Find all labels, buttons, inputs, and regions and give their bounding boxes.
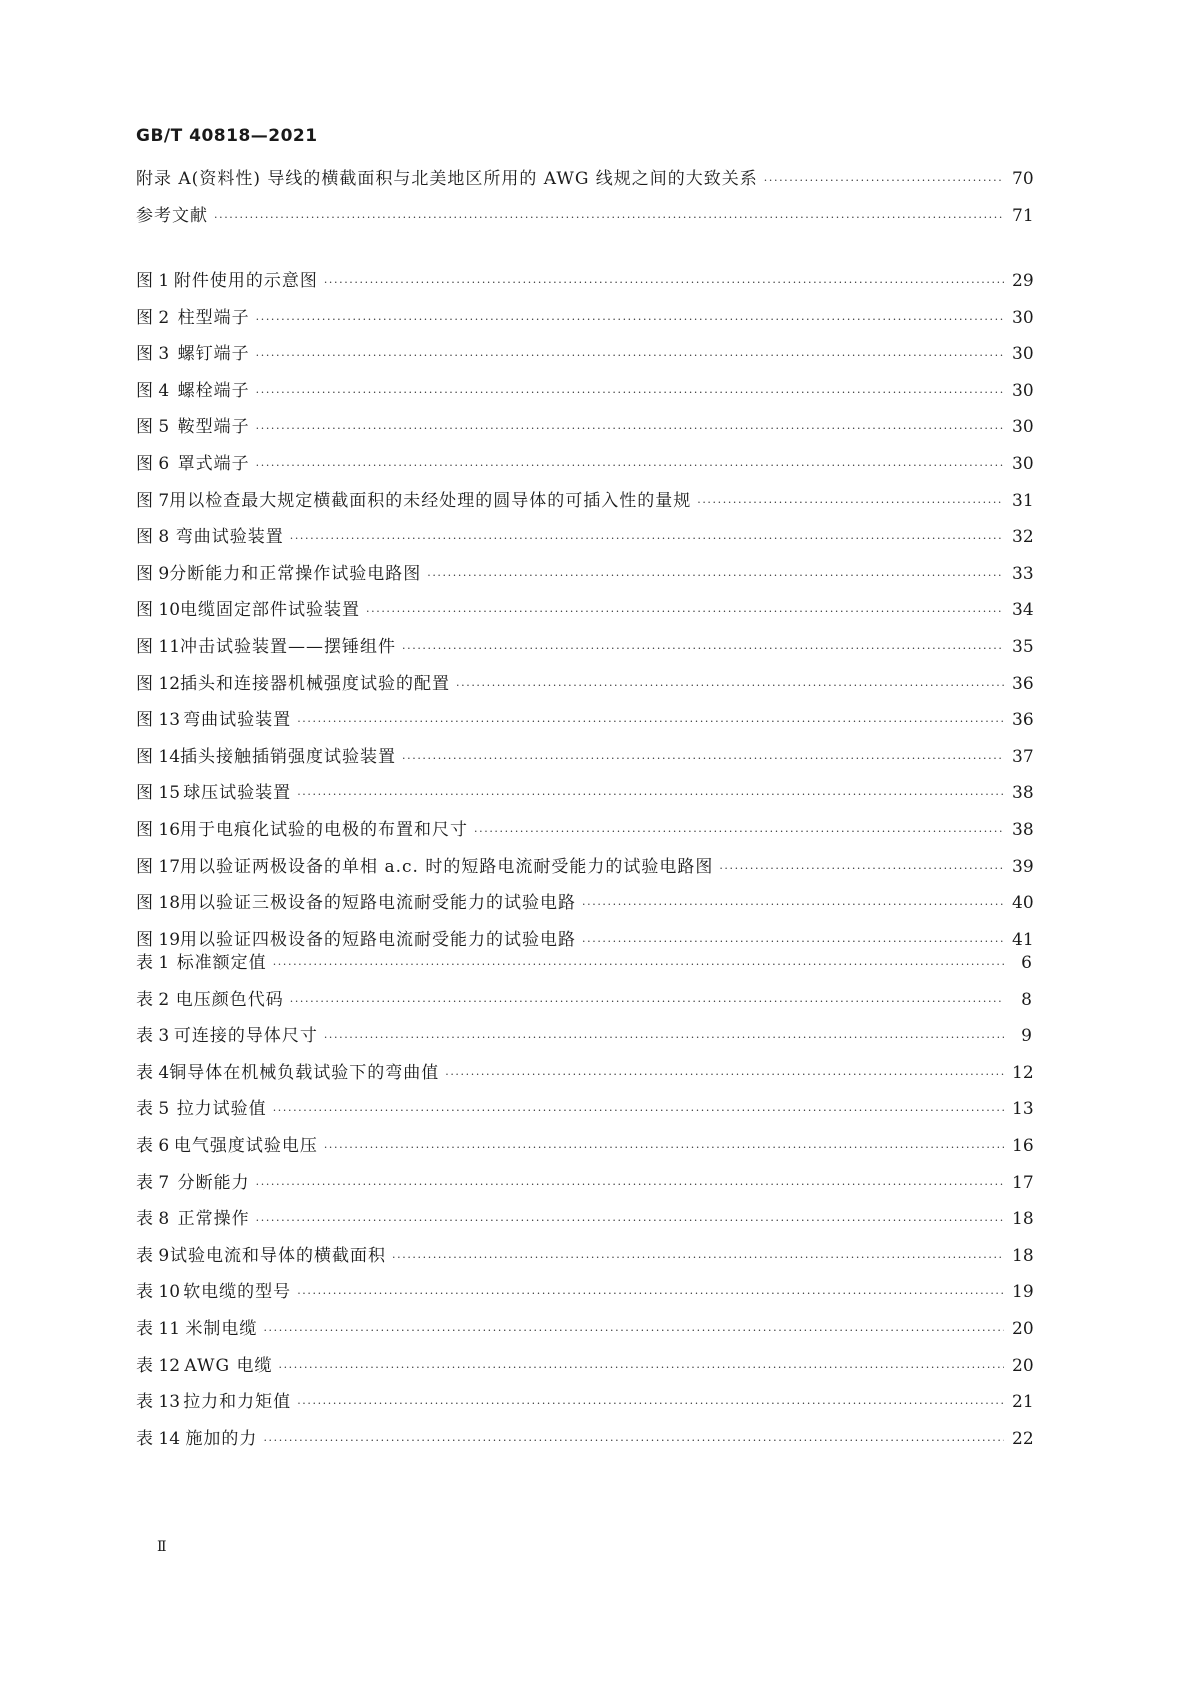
dot-leader: [297, 1397, 1004, 1410]
dot-leader: [214, 211, 1004, 224]
toc-entry-title: 电缆固定部件试验装置: [180, 600, 361, 621]
toc-entry-table[interactable]: [136, 985, 1032, 1022]
toc-entry-title: 球压试验装置: [183, 783, 292, 804]
dot-leader: [366, 605, 1004, 618]
toc-entry-figure[interactable]: [136, 486, 1032, 523]
toc-entry-figure[interactable]: [136, 632, 1032, 669]
toc-entry-title: 附录 A(资料性) 导线的横截面积与北美地区所用的 AWG 线规之间的大致关系: [136, 169, 758, 189]
toc-entry-figure[interactable]: [136, 522, 1032, 559]
toc-entry-figure[interactable]: [136, 778, 1032, 815]
toc-entry-page: 20: [1012, 1318, 1034, 1339]
toc-entry-page: 31: [1012, 490, 1034, 511]
toc-entry-label: 图 15: [136, 783, 181, 804]
toc-entry-label: 表 4: [136, 1062, 170, 1083]
toc-entry-title: 拉力和力矩值: [183, 1392, 292, 1413]
toc-entry-label: 图 4: [136, 380, 170, 401]
toc-entry-label: 图 5: [136, 417, 170, 438]
toc-entry-title: 电气强度试验电压: [173, 1135, 318, 1156]
toc-entry-page: 13: [1012, 1099, 1034, 1120]
toc-entry-page: 20: [1012, 1355, 1034, 1376]
toc-entry-label: 图 11: [136, 636, 181, 657]
toc-entry-title: AWG 电缆: [184, 1355, 273, 1376]
toc-entry-label: 表 11: [136, 1318, 181, 1339]
toc-entry-table[interactable]: [136, 1314, 1032, 1351]
toc-entry-page: 30: [1012, 417, 1034, 438]
dot-leader: [297, 788, 1004, 801]
toc-entry-page: 33: [1012, 563, 1034, 584]
toc-entry-table[interactable]: [136, 1387, 1032, 1424]
toc-entry-title: 米制电缆: [185, 1318, 258, 1339]
toc-entry-page: 70: [1012, 169, 1034, 189]
toc-entry-label: 图 2: [136, 307, 170, 328]
toc-entry-page: 38: [1012, 819, 1034, 840]
toc-entry-label: 图 19: [136, 929, 181, 950]
toc-entry-label: 表 10: [136, 1282, 181, 1303]
toc-entry-page: 6: [1021, 953, 1032, 973]
toc-entry-label: 表 14: [136, 1428, 181, 1449]
toc-entry-title: 拉力试验值: [176, 1099, 267, 1120]
dot-leader: [445, 1068, 1004, 1081]
toc-entry-title: 分断能力: [177, 1172, 250, 1193]
toc-entry-page: 16: [1012, 1135, 1034, 1156]
toc-entry-title: 电压颜色代码: [175, 989, 284, 1010]
toc-entry-page: 30: [1012, 380, 1034, 401]
toc-entry-figure[interactable]: [136, 412, 1032, 449]
toc-entry-title: 用以验证四极设备的短路电流耐受能力的试验电路: [180, 929, 577, 950]
dot-leader: [324, 1141, 1004, 1154]
dot-leader: [290, 532, 1004, 545]
toc-entry-label: 图 17: [136, 856, 181, 877]
toc-entry-title: 试验电流和导体的横截面积: [170, 1245, 387, 1266]
toc-entry-table[interactable]: [136, 1204, 1032, 1241]
toc-entry-page: 21: [1012, 1392, 1034, 1413]
toc-entry-figure[interactable]: [136, 705, 1032, 742]
toc-entry-page: 12: [1012, 1062, 1034, 1083]
toc-entry-figure[interactable]: [136, 815, 1032, 852]
toc-entry-title: 冲击试验装置——摆锤组件: [180, 636, 397, 657]
toc-entry-page: 19: [1012, 1282, 1034, 1303]
toc-entry-page: 38: [1012, 783, 1034, 804]
dot-leader: [256, 422, 1004, 435]
toc-entry-label: 图 3: [136, 344, 170, 365]
toc-entry-figure[interactable]: [136, 339, 1032, 376]
toc-entry-label: 表 3: [136, 1026, 170, 1047]
toc-entry-table[interactable]: [136, 1241, 1032, 1278]
toc-entry-label: 表 9: [136, 1245, 170, 1266]
dot-leader: [582, 898, 1004, 911]
toc-entry-page: 29: [1012, 271, 1034, 291]
dot-leader: [719, 862, 1004, 875]
toc-entry-table[interactable]: [136, 1131, 1032, 1168]
toc-entry-table[interactable]: [136, 1351, 1032, 1388]
toc-entry-title: 铜导体在机械负载试验下的弯曲值: [169, 1062, 440, 1083]
toc-entry-page: 30: [1012, 453, 1034, 474]
toc-entry-table[interactable]: [136, 1021, 1032, 1058]
toc-entry-label: 表 13: [136, 1392, 181, 1413]
toc-entry-label: 图 13: [136, 710, 181, 731]
toc-entry-label: 图 18: [136, 893, 181, 914]
toc-entry-figure[interactable]: [136, 266, 1032, 303]
toc-entry-figure[interactable]: [136, 595, 1032, 632]
dot-leader: [256, 386, 1004, 399]
dot-leader: [402, 642, 1004, 655]
toc-entry-title: 用以验证两极设备的单相 a.c. 时的短路电流耐受能力的试验电路图: [180, 856, 714, 877]
toc-entry-title: 螺钉端子: [177, 344, 250, 365]
dot-leader: [290, 995, 1004, 1008]
dot-leader: [427, 569, 1004, 582]
toc-entry-page: 34: [1012, 600, 1034, 621]
toc-entry-page: 9: [1021, 1026, 1032, 1047]
toc-entry-label: 图 14: [136, 746, 181, 767]
toc-entry-title: 弯曲试验装置: [175, 527, 284, 548]
toc-entry-label: 表 8: [136, 1209, 170, 1230]
toc-entry-page: 18: [1012, 1245, 1034, 1266]
toc-entry-title: 柱型端子: [177, 307, 250, 328]
toc-entry-label: 表 12: [136, 1355, 181, 1376]
dot-leader: [582, 935, 1004, 948]
footer-page-number: Ⅱ: [157, 1539, 167, 1555]
toc-entry-title: 用以检查最大规定横截面积的未经处理的圆导体的可插入性的量规: [169, 490, 692, 511]
dot-leader: [392, 1251, 1004, 1264]
dot-leader: [456, 679, 1004, 692]
toc-entry[interactable]: [136, 201, 1032, 238]
toc-entry-label: 图 9: [136, 563, 170, 584]
toc-entry-page: 41: [1012, 929, 1034, 950]
toc-entry-figure[interactable]: [136, 559, 1032, 596]
dot-leader: [474, 825, 1004, 838]
toc-entry-title: 参考文献: [136, 205, 208, 226]
toc-entry-page: 36: [1012, 710, 1034, 731]
toc-entry-figure[interactable]: [136, 376, 1032, 413]
dot-leader: [764, 174, 1004, 187]
dot-leader: [324, 1031, 1004, 1044]
toc-entry-label: 表 7: [136, 1172, 170, 1193]
toc-entry-title: 附件使用的示意图: [173, 271, 318, 291]
toc-entry-title: 插头接触插销强度试验装置: [180, 746, 397, 767]
toc-entry-page: 8: [1021, 989, 1032, 1010]
toc-entry-label: 表 1: [136, 953, 170, 973]
toc-entry-page: 32: [1012, 527, 1034, 548]
dot-leader: [324, 276, 1004, 289]
toc-entry-title: 插头和连接器机械强度试验的配置: [180, 673, 451, 694]
dot-leader: [273, 958, 1004, 971]
toc-entry-page: 22: [1012, 1428, 1034, 1449]
dot-leader: [402, 752, 1004, 765]
toc-entry-label: 图 7: [136, 490, 170, 511]
dot-leader: [297, 1287, 1004, 1300]
toc-entry-label: 图 8: [136, 527, 170, 548]
dot-leader: [256, 459, 1004, 472]
dot-leader: [278, 1361, 1004, 1374]
toc-appendix-section: [136, 164, 1032, 237]
toc-entry-table[interactable]: [136, 948, 1032, 985]
toc-entry-table[interactable]: [136, 1058, 1032, 1095]
dot-leader: [273, 1104, 1004, 1117]
toc-entry-page: 40: [1012, 893, 1034, 914]
toc-entry-page: 30: [1012, 344, 1034, 365]
toc-entry-title: 软电缆的型号: [183, 1282, 292, 1303]
toc-entry-page: 71: [1012, 205, 1034, 226]
toc-tables-section: [136, 948, 1032, 1460]
toc-entry-page: 17: [1012, 1172, 1034, 1193]
toc-entry-figure[interactable]: [136, 669, 1032, 706]
toc-entry-label: 表 6: [136, 1135, 170, 1156]
dot-leader: [263, 1434, 1004, 1447]
toc-entry-page: 30: [1012, 307, 1034, 328]
dot-leader: [256, 1178, 1004, 1191]
toc-entry-title: 用以验证三极设备的短路电流耐受能力的试验电路: [180, 893, 577, 914]
toc-entry-page: 36: [1012, 673, 1034, 694]
dot-leader: [263, 1324, 1004, 1337]
dot-leader: [297, 715, 1004, 728]
toc-entry-label: 图 6: [136, 453, 170, 474]
toc-entry-label: 图 1: [136, 271, 170, 291]
toc-entry-figure[interactable]: [136, 742, 1032, 779]
toc-entry-label: 图 16: [136, 819, 181, 840]
dot-leader: [256, 349, 1004, 362]
dot-leader: [256, 313, 1004, 326]
toc-entry-page: 39: [1012, 856, 1034, 877]
standard-number: GB/T 40818—2021: [136, 126, 318, 146]
toc-entry-title: 弯曲试验装置: [183, 710, 292, 731]
toc-entry-title: 鞍型端子: [177, 417, 250, 438]
toc-entry-figure[interactable]: [136, 888, 1032, 925]
toc-entry-title: 可连接的导体尺寸: [173, 1026, 318, 1047]
toc-entry-title: 施加的力: [185, 1428, 258, 1449]
toc-entry-label: 表 2: [136, 989, 170, 1010]
toc-entry-table[interactable]: [136, 1424, 1032, 1461]
toc-entry-figure[interactable]: [136, 852, 1032, 889]
toc-entry-title: 分断能力和正常操作试验电路图: [169, 563, 422, 584]
toc-entry-title: 螺栓端子: [177, 380, 250, 401]
toc-entry-figure[interactable]: [136, 303, 1032, 340]
toc-entry-title: 正常操作: [177, 1209, 250, 1230]
toc-entry[interactable]: [136, 164, 1032, 201]
dot-leader: [256, 1214, 1004, 1227]
toc-entry-table[interactable]: [136, 1168, 1032, 1205]
toc-entry-table[interactable]: [136, 1094, 1032, 1131]
toc-entry-title: 用于电痕化试验的电极的布置和尺寸: [180, 819, 469, 840]
toc-entry-page: 18: [1012, 1209, 1034, 1230]
toc-figures-section: [136, 266, 1032, 961]
toc-entry-table[interactable]: [136, 1277, 1032, 1314]
toc-entry-label: 表 5: [136, 1099, 170, 1120]
toc-entry-page: 37: [1012, 746, 1034, 767]
toc-entry-label: 图 12: [136, 673, 181, 694]
toc-entry-title: 标准额定值: [176, 953, 267, 973]
toc-entry-page: 35: [1012, 636, 1034, 657]
toc-entry-title: 罩式端子: [177, 453, 250, 474]
dot-leader: [697, 496, 1004, 509]
toc-entry-label: 图 10: [136, 600, 181, 621]
toc-entry-figure[interactable]: [136, 449, 1032, 486]
